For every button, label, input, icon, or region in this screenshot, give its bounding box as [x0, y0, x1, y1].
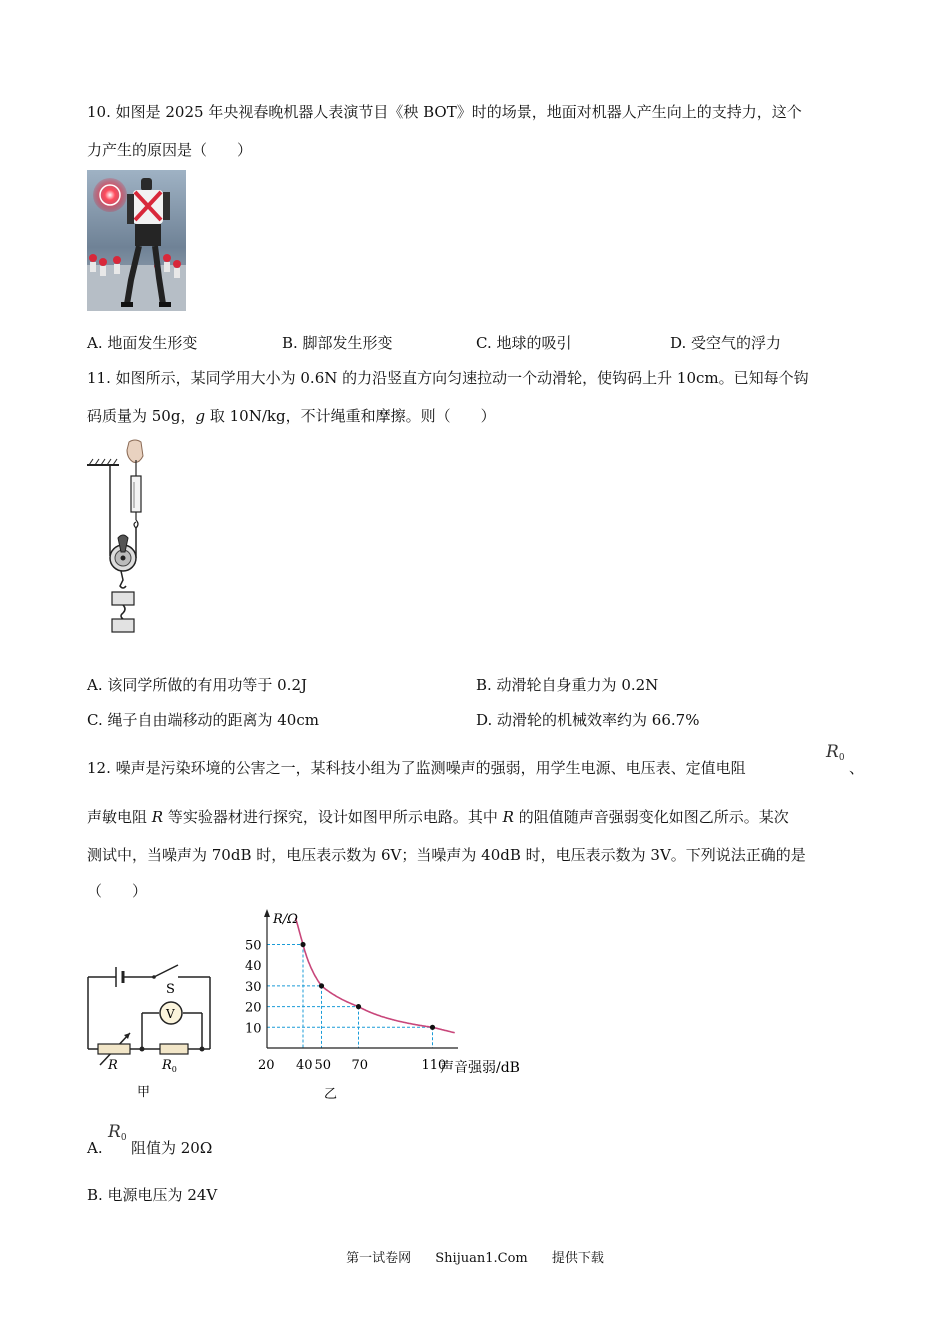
circuit-caption: 甲	[137, 1085, 151, 1100]
q12-option-a[interactable]: A.	[87, 1139, 103, 1157]
pulley-apparatus-figure	[87, 438, 157, 640]
footer-domain[interactable]: Shijuan1.Com	[435, 1251, 528, 1266]
q11-option-b[interactable]: B. 动滑轮自身重力为 0.2N	[476, 676, 659, 694]
x-tick-50: 50	[314, 1058, 332, 1073]
q11-stem-line1: 11. 如图所示，某同学用大小为 0.6N 的力沿竖直方向匀速拉动一个动滑轮，使钩码上升 10cm。已知每个钩	[87, 369, 809, 387]
q10-stem-line2: 力产生的原因是（ ）	[87, 141, 253, 159]
q10-option-c[interactable]: C. 地球的吸引	[476, 334, 572, 352]
voltmeter-label: V	[166, 1007, 175, 1021]
footer-note: 提供下载	[551, 1251, 604, 1266]
page-footer	[0, 1247, 950, 1266]
x-tick-110: 110	[421, 1058, 447, 1073]
q12-stem-comma: 、	[849, 759, 865, 777]
resistor-r0-label: $R_0$	[162, 1058, 177, 1074]
q12-r0-symbol: $R_0$	[826, 742, 845, 763]
dashed-guides	[267, 945, 433, 1049]
q12-stem-line2: 声敏电阻 R 等实验器材进行探究，设计如图甲所示电路。其中 R 的阻值随声音强弱变化如图乙所示。某次	[87, 808, 789, 826]
q10-stem-line1: 10. 如图是 2025 年央视春晚机器人表演节目《秧 BOT》时的场景，地面对机器人产生向上的支持力，这个	[87, 103, 802, 121]
y-tick-30: 30	[245, 979, 262, 995]
resistor-r-label: R	[108, 1058, 118, 1073]
q10-option-b[interactable]: B. 脚部发生形变	[282, 334, 393, 352]
q12-stem-line3: 测试中，当噪声为 70dB 时，电压表示数为 6V；当噪声为 40dB 时，电压表示数为 3V。下列说法正确的是	[87, 846, 806, 864]
q11-option-c[interactable]: C. 绳子自由端移动的距离为 40cm	[87, 711, 319, 729]
resistance-vs-sound-graph	[240, 905, 540, 1105]
data-point-2	[356, 1004, 361, 1009]
switch-label: S	[166, 982, 175, 997]
y-tick-labels	[245, 939, 262, 1037]
y-axis-label: R/Ω	[273, 912, 298, 927]
y-tick-40: 40	[245, 959, 262, 975]
robot-performance-photo	[87, 170, 186, 311]
y-axis-arrow	[264, 909, 270, 917]
x-tick-20: 20	[258, 1058, 275, 1073]
data-point-0	[300, 942, 305, 947]
graph-caption: 乙	[324, 1087, 338, 1102]
q10-option-a[interactable]: A. 地面发生形变	[87, 334, 198, 352]
q12-option-a-text: 阻值为 20Ω	[131, 1139, 213, 1157]
q11-stem-line2: 码质量为 50g，g 取 10N/kg，不计绳重和摩擦。则（ ）	[87, 407, 496, 425]
circuit-diagram	[82, 955, 222, 1105]
q12-option-b[interactable]: B. 电源电压为 24V	[87, 1186, 218, 1204]
q12-stem-line1: 12. 噪声是污染环境的公害之一，某科技小组为了监测噪声的强弱，用学生电源、电压表、定值电阻	[87, 759, 746, 777]
q12-option-a-r0: $R_0$	[108, 1122, 127, 1143]
x-tick-70: 70	[351, 1058, 369, 1073]
y-tick-50: 50	[245, 938, 262, 954]
data-point-3	[430, 1025, 435, 1030]
data-point-1	[319, 983, 324, 988]
data-points	[300, 942, 435, 1030]
y-tick-10: 10	[245, 1021, 262, 1037]
resistance-curve	[296, 918, 455, 1033]
x-tick-labels	[258, 1058, 446, 1073]
footer-site: 第一试卷网	[346, 1251, 412, 1266]
y-tick-20: 20	[245, 1000, 262, 1016]
q11-option-d[interactable]: D. 动滑轮的机械效率约为 66.7%	[476, 711, 700, 729]
q11-option-a[interactable]: A. 该同学所做的有用功等于 0.2J	[87, 676, 308, 694]
q10-option-d[interactable]: D. 受空气的浮力	[670, 334, 782, 352]
x-axis-label: 声音强弱/dB	[440, 1060, 520, 1076]
q12-stem-line4: （ ）	[87, 882, 148, 900]
x-tick-40: 40	[296, 1058, 313, 1073]
